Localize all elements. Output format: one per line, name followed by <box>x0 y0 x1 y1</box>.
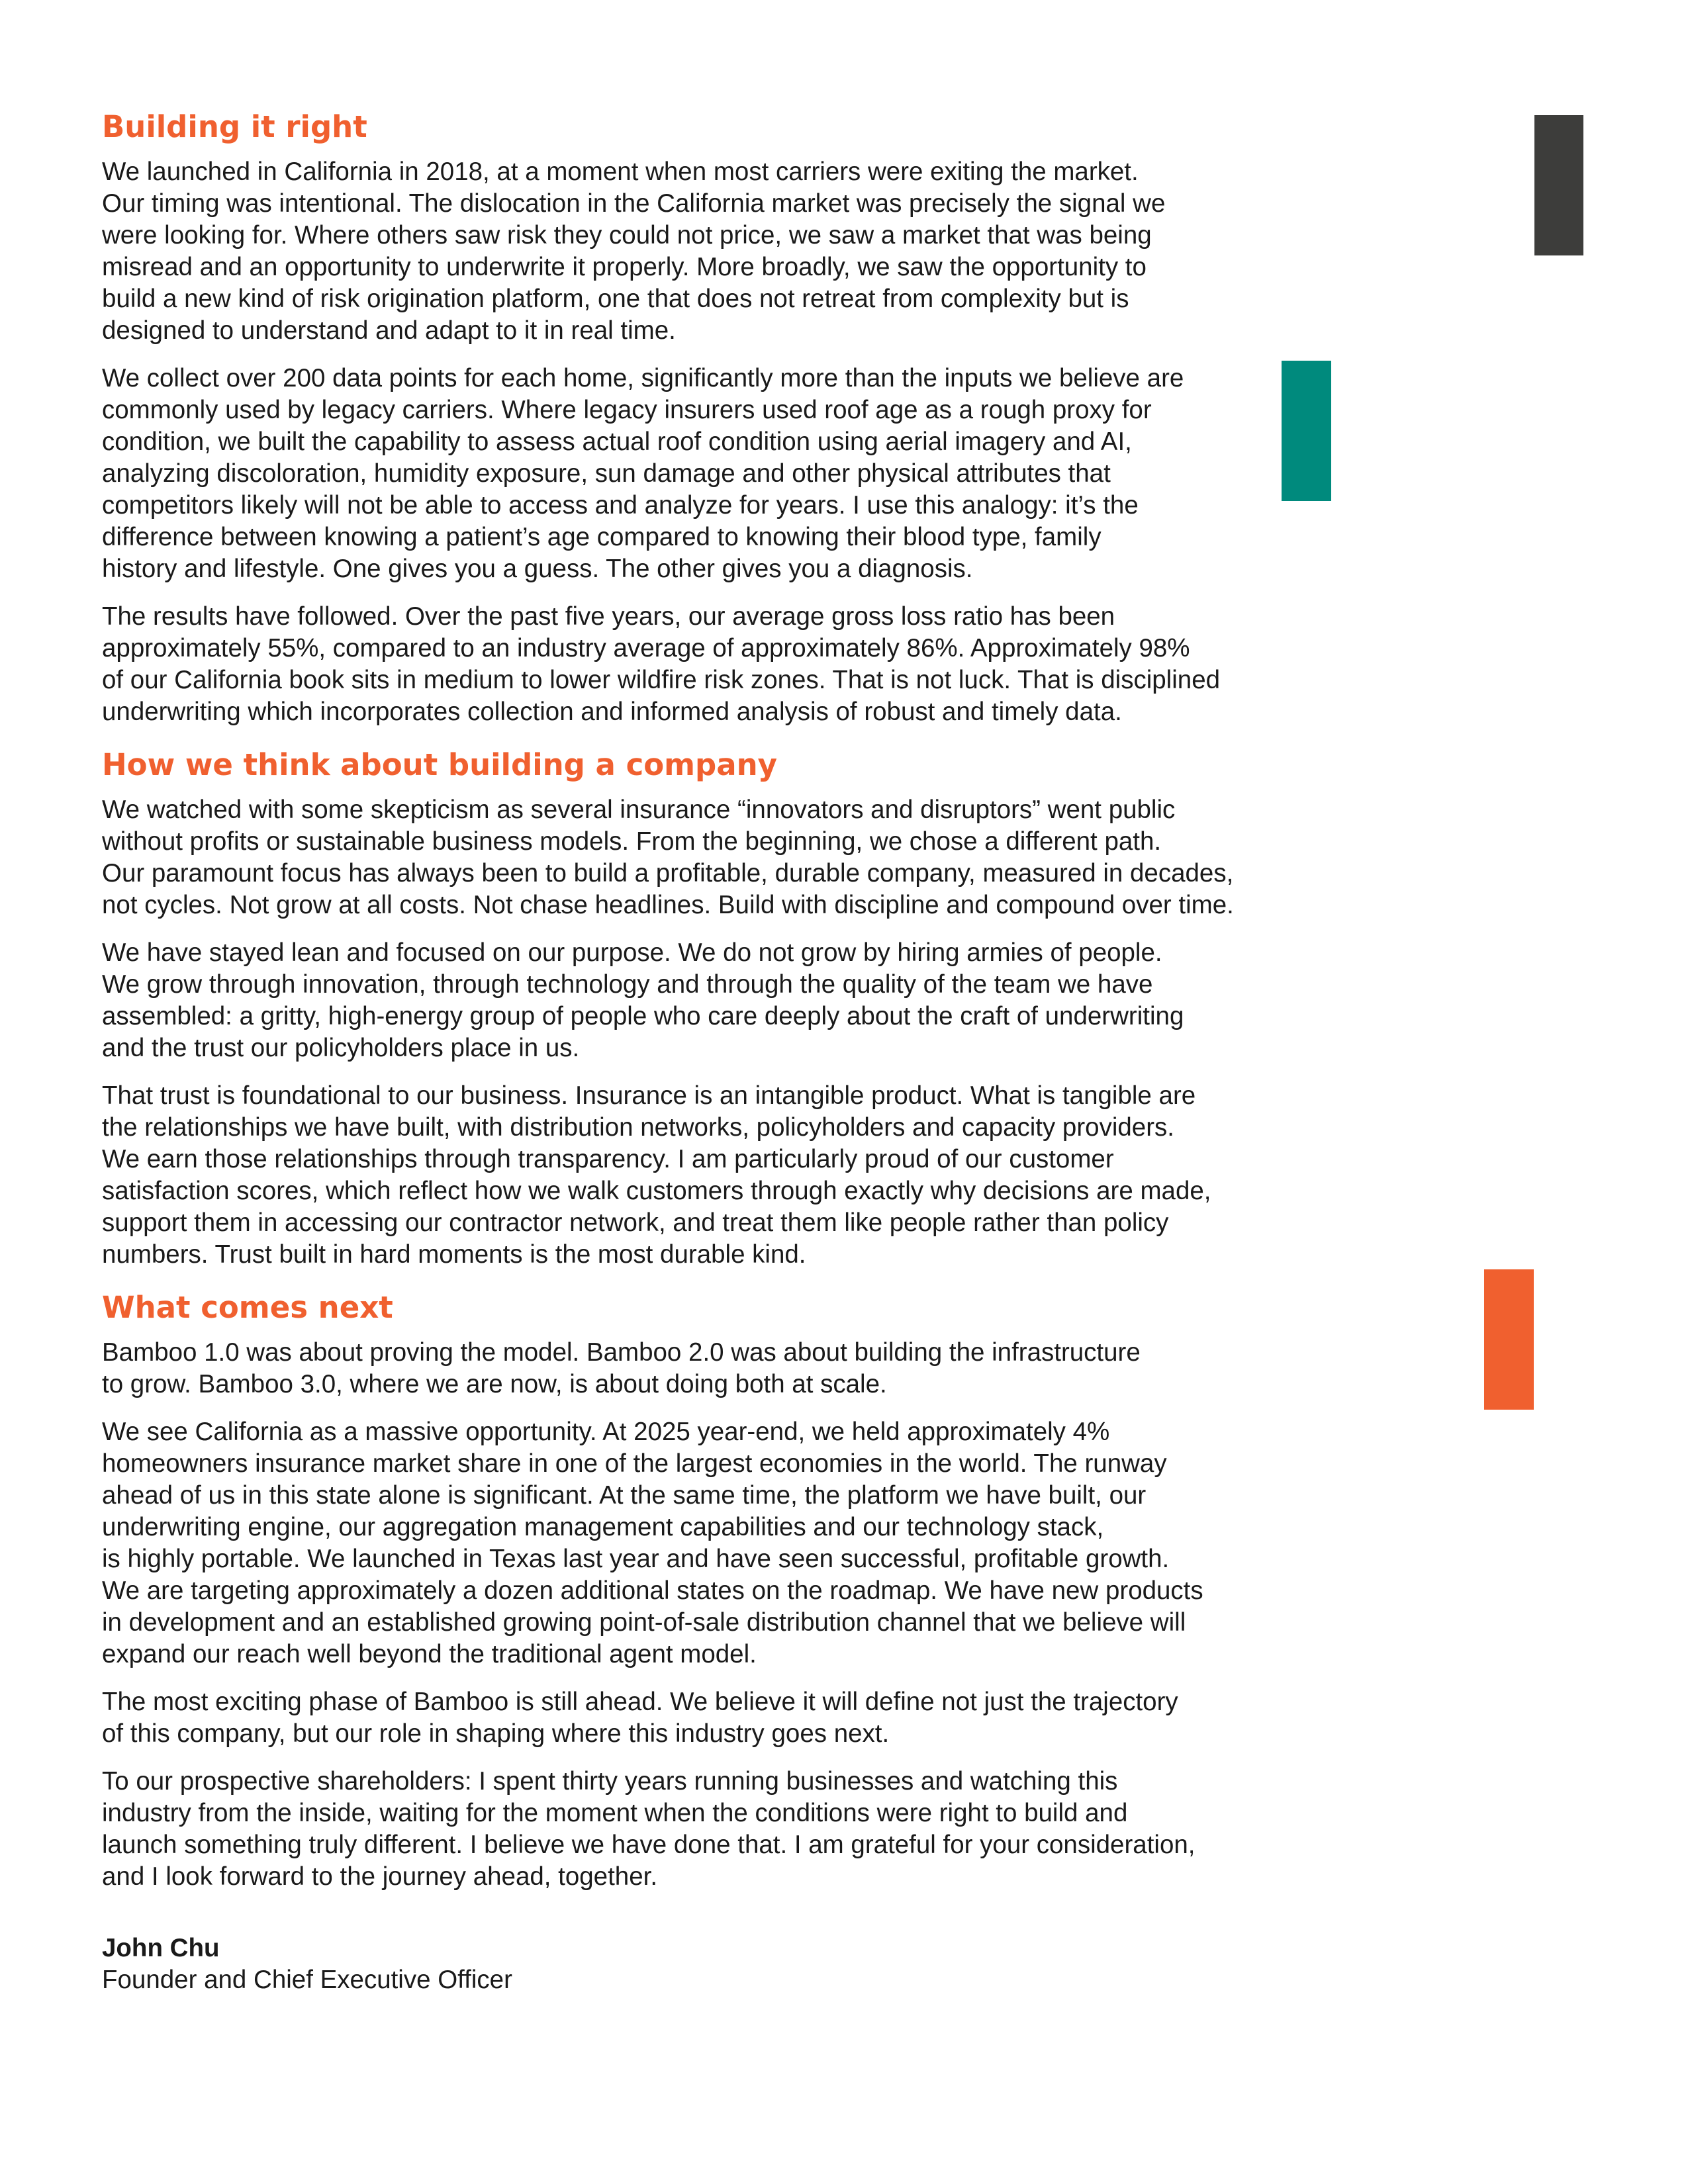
paragraph: We collect over 200 data points for each home, significantly more than the inputs we believe are commonly used by legacy carriers. Where legacy insurers used roof age as a rough proxy for condition, we built the capability to assess actual roof condition using aerial imagery and AI, analyzing discoloration, humidity exposure, sun damage and other physical attributes that competitors likely will not be able to access and analyze for years. I use this analogy: it’s the difference between knowing a patient’s age compared to knowing their blood type, family history and lifestyle. One gives you a guess. The other gives you a diagnosis. <box>102 364 1184 583</box>
paragraph: We watched with some skepticism as several insurance “innovators and disruptors” went public without profits or sustainable business models. From the beginning, we chose a different path. Our paramount focus has always been to build a profitable, durable company, measured in decades, not cycles. Not grow at all costs. Not chase headlines. Build with discipline and compound over time. <box>102 796 1234 919</box>
accent-bar-teal <box>1282 361 1331 501</box>
paragraph: Bamboo 1.0 was about proving the model. Bamboo 2.0 was about building the infrastructure to grow. Bamboo 3.0, where we are now, is about doing both at scale. <box>102 1338 1141 1398</box>
letter-body <box>102 107 1234 1996</box>
section-heading: What comes next <box>102 1290 393 1325</box>
paragraph: The most exciting phase of Bamboo is still ahead. We believe it will define not just the trajectory of this company, but our role in shaping where this industry goes next. <box>102 1688 1178 1748</box>
paragraph: We launched in California in 2018, at a moment when most carriers were exiting the market. Our timing was intentional. The dislocation in the California market was precisely the signal we were looking for. Where others saw risk they could not price, we saw a market that was being misread and an opportunity to underwrite it properly. More broadly, we saw the opportunity to build a new kind of risk origination platform, one that does not retreat from complexity but is designed to understand and adapt to it in real time. <box>102 158 1166 345</box>
signatory-title: Founder and Chief Executive Officer <box>102 1966 512 1994</box>
paragraph: The results have followed. Over the past five years, our average gross loss ratio has been approximately 55%, compared to an industry average of approximately 86%. Approximately 98% of our California book sits in medium to lower wildfire risk zones. That is not luck. That is disciplined underwriting which incorporates collection and informed analysis of robust and timely data. <box>102 602 1221 726</box>
section-building-it-right <box>102 107 1234 728</box>
section-heading: How we think about building a company <box>102 747 777 782</box>
section-building-a-company <box>102 745 1234 1271</box>
paragraph: We have stayed lean and focused on our purpose. We do not grow by hiring armies of people. We grow through innovation, through technology and through the quality of the team we have assembled: a gritty, high-energy group of people who care deeply about the craft of underwriting and the trust our policyholders place in us. <box>102 938 1184 1062</box>
signatory-name: John Chu <box>102 1934 220 1962</box>
paragraph: To our prospective shareholders: I spent thirty years running businesses and watching this industry from the inside, waiting for the moment when the conditions were right to build and launch something truly different. I believe we have done that. I am grateful for your consideration, and I look forward to the journey ahead, together. <box>102 1767 1196 1891</box>
paragraph: That trust is foundational to our business. Insurance is an intangible product. What is tangible are the relationships we have built, with distribution networks, policyholders and capacity providers. We earn those relationships through transparency. I am particularly proud of our customer satisfaction scores, which reflect how we walk customers through exactly why decisions are made, support them in accessing our contractor network, and treat them like people rather than policy numbers. Trust built in hard moments is the most durable kind. <box>102 1081 1211 1269</box>
accent-bar-orange <box>1484 1269 1534 1410</box>
accent-bar-dark <box>1534 115 1583 255</box>
paragraph: We see California as a massive opportunity. At 2025 year-end, we held approximately 4% homeowners insurance market share in one of the largest economies in the world. The runway ahead of us in this state alone is significant. At the same time, the platform we have built, our underwriting engine, our aggregation management capabilities and our technology stack, is highly portable. We launched in Texas last year and have seen successful, profitable growth. We are targeting approximately a dozen additional states on the roadmap. We have new products in development and an established growing point-of-sale distribution channel that we believe will expand our reach well beyond the traditional agent model. <box>102 1418 1203 1668</box>
section-what-comes-next <box>102 1288 1234 1893</box>
signature-block <box>102 1933 1234 1996</box>
section-heading: Building it right <box>102 109 367 144</box>
